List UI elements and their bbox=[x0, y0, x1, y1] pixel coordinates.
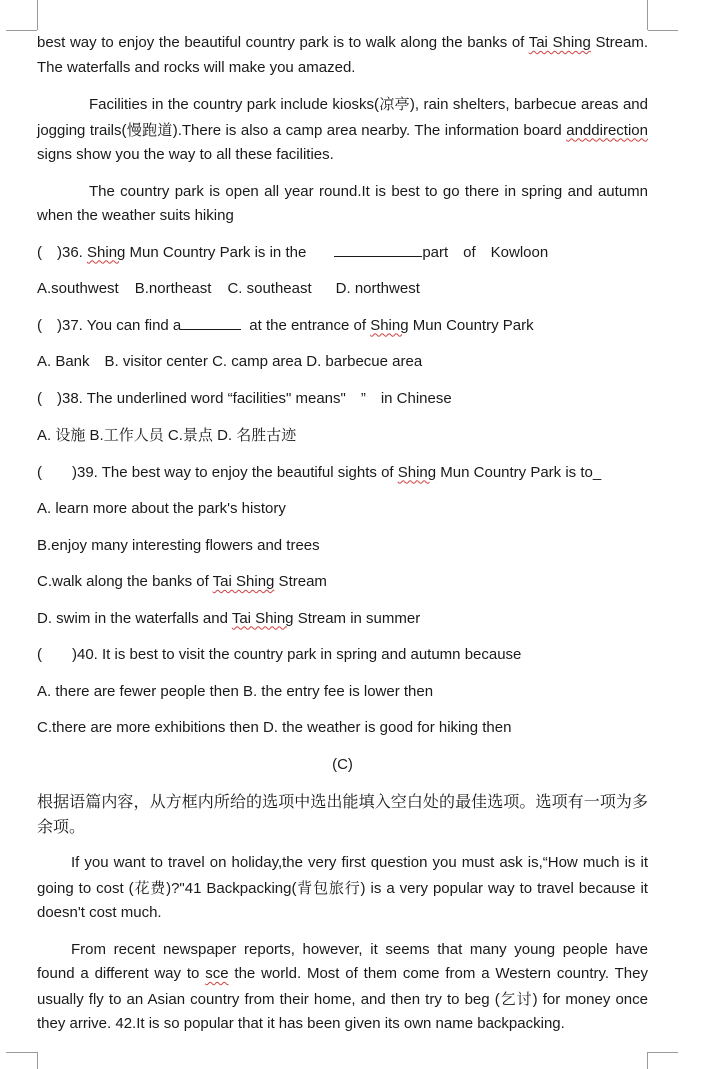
option-d-label: D. bbox=[212, 427, 237, 444]
option-b-label: B. bbox=[85, 427, 104, 444]
corner-mark-top-right bbox=[648, 30, 678, 31]
spellcheck-word: Shing bbox=[397, 463, 437, 481]
spellcheck-word: Tai Shing bbox=[212, 573, 275, 590]
option-c: 景点 bbox=[182, 426, 213, 444]
question-39-option-a: A. learn more about the park's history bbox=[37, 500, 286, 517]
option-a: A.southwest bbox=[37, 280, 119, 297]
paragraph-backpacking bbox=[37, 938, 648, 1037]
instruction-text: 根据语篇内容，从方框内所给的选项中选出能填入空白处的最佳选项。选项有一项为多余项。 bbox=[37, 792, 648, 836]
answer-blank bbox=[334, 242, 422, 257]
paragraph-travel-cost bbox=[37, 851, 648, 926]
option-c: C. southeast bbox=[227, 280, 312, 297]
spellcheck-word: Tai Shing bbox=[231, 609, 294, 627]
text: part of Kowloon bbox=[422, 243, 549, 261]
corner-mark-bottom-left bbox=[37, 1052, 38, 1069]
paragraph-opening-times: The country park is open all year round.It is best to go there in spring and autumn when the weather suits hiking bbox=[37, 182, 648, 224]
text: ), rain shelters, barbecue areas and jogging trails( bbox=[37, 96, 648, 139]
spellcheck-word: sce bbox=[205, 965, 229, 982]
text: If you want to travel on holiday,the very first question you must ask is,“How much is it going to cost ( bbox=[37, 854, 648, 897]
text: Stream. The waterfalls and rocks will make you amazed. bbox=[37, 34, 648, 76]
question-prefix: ( )36. bbox=[37, 243, 88, 261]
text: ) for money once they arrive. 42.It is so popular that it has been given its own name backpacking. bbox=[37, 990, 648, 1032]
text: Mun Country Park is in the bbox=[125, 243, 307, 261]
text: )?"41 Backpacking( bbox=[166, 879, 297, 897]
text: D. swim in the waterfalls and bbox=[37, 609, 232, 627]
question-37-options: A. Bank B. visitor center C. camp area D. barbecue area bbox=[37, 353, 423, 370]
question-36-options bbox=[37, 277, 648, 302]
question-39 bbox=[37, 461, 648, 486]
chinese-gloss: 慢跑道 bbox=[126, 120, 173, 139]
option-b: B.northeast bbox=[134, 280, 212, 297]
text: From recent newspaper reports, however, it seems that many young people have found a different way to bbox=[37, 940, 648, 982]
corner-mark-bottom-right bbox=[648, 1052, 678, 1053]
spellcheck-word: Tai Shing bbox=[528, 34, 591, 51]
text: at the entrance of bbox=[249, 316, 371, 334]
spellcheck-word: Shing bbox=[370, 316, 409, 334]
option-b: 工作人员 bbox=[103, 426, 164, 444]
section-heading: (C) bbox=[332, 755, 353, 773]
paragraph-facilities bbox=[37, 92, 648, 168]
text: ).There is also a camp area nearby. The information board bbox=[172, 121, 567, 139]
chinese-gloss: 花费 bbox=[133, 878, 167, 897]
option-d: D. northwest bbox=[335, 280, 420, 297]
question-38: ( )38. The underlined word “facilities" means" ” in Chinese bbox=[37, 389, 452, 407]
document-page bbox=[37, 31, 648, 1037]
spellcheck-word: anddirection bbox=[566, 121, 648, 139]
text: C.walk along the banks of bbox=[37, 573, 213, 590]
text: signs show you the way to all these facilities. bbox=[37, 146, 334, 163]
text: ) is a very popular way to travel because it doesn't cost much. bbox=[37, 879, 648, 921]
text: Stream bbox=[274, 573, 327, 590]
question-38-options bbox=[37, 423, 648, 449]
question-39-option-b: B.enjoy many interesting flowers and trees bbox=[37, 536, 320, 554]
text: Stream in summer bbox=[293, 609, 421, 627]
corner-mark-top-left bbox=[37, 0, 38, 30]
corner-mark-top-right bbox=[647, 0, 648, 30]
question-40: ( )40. It is best to visit the country park in spring and autumn because bbox=[37, 646, 522, 663]
text: the world. Most of them come from a Western country. They usually fly to an Asian country from their home, and then try to beg ( bbox=[37, 965, 648, 1008]
question-text: ( )39. The best way to enjoy the beautiful sights of bbox=[37, 463, 398, 481]
chinese-gloss: 背包旅行 bbox=[296, 878, 361, 897]
text: Mun Country Park is to_ bbox=[436, 463, 602, 481]
question-36 bbox=[37, 241, 648, 266]
corner-mark-bottom-left bbox=[6, 1052, 37, 1053]
question-40-options-cd: C.there are more exhibitions then D. the weather is good for hiking then bbox=[37, 719, 512, 736]
question-39-option-c bbox=[37, 570, 648, 595]
question-37 bbox=[37, 314, 648, 339]
text: best way to enjoy the beautiful country park is to walk along the banks of bbox=[37, 34, 529, 51]
chinese-gloss: 凉亭 bbox=[379, 95, 410, 113]
question-text: ( )37. You can find a bbox=[37, 316, 182, 334]
spellcheck-word: Shing bbox=[87, 243, 126, 261]
option-c-label: C. bbox=[163, 427, 183, 444]
paragraph-continued bbox=[37, 31, 648, 80]
option-d: 名胜古迹 bbox=[236, 426, 297, 444]
option-a: 设施 bbox=[55, 426, 86, 444]
text: Mun Country Park bbox=[408, 316, 534, 334]
option-a-label: A. bbox=[37, 427, 56, 444]
question-39-option-d bbox=[37, 607, 648, 632]
answer-blank bbox=[181, 315, 241, 330]
corner-mark-bottom-right bbox=[647, 1052, 648, 1069]
text: Facilities in the country park include kiosks( bbox=[89, 96, 380, 113]
question-40-options-ab: A. there are fewer people then B. the entry fee is lower then bbox=[37, 682, 434, 700]
chinese-gloss: 乞讨 bbox=[499, 989, 533, 1008]
corner-mark-top-left bbox=[6, 30, 37, 31]
